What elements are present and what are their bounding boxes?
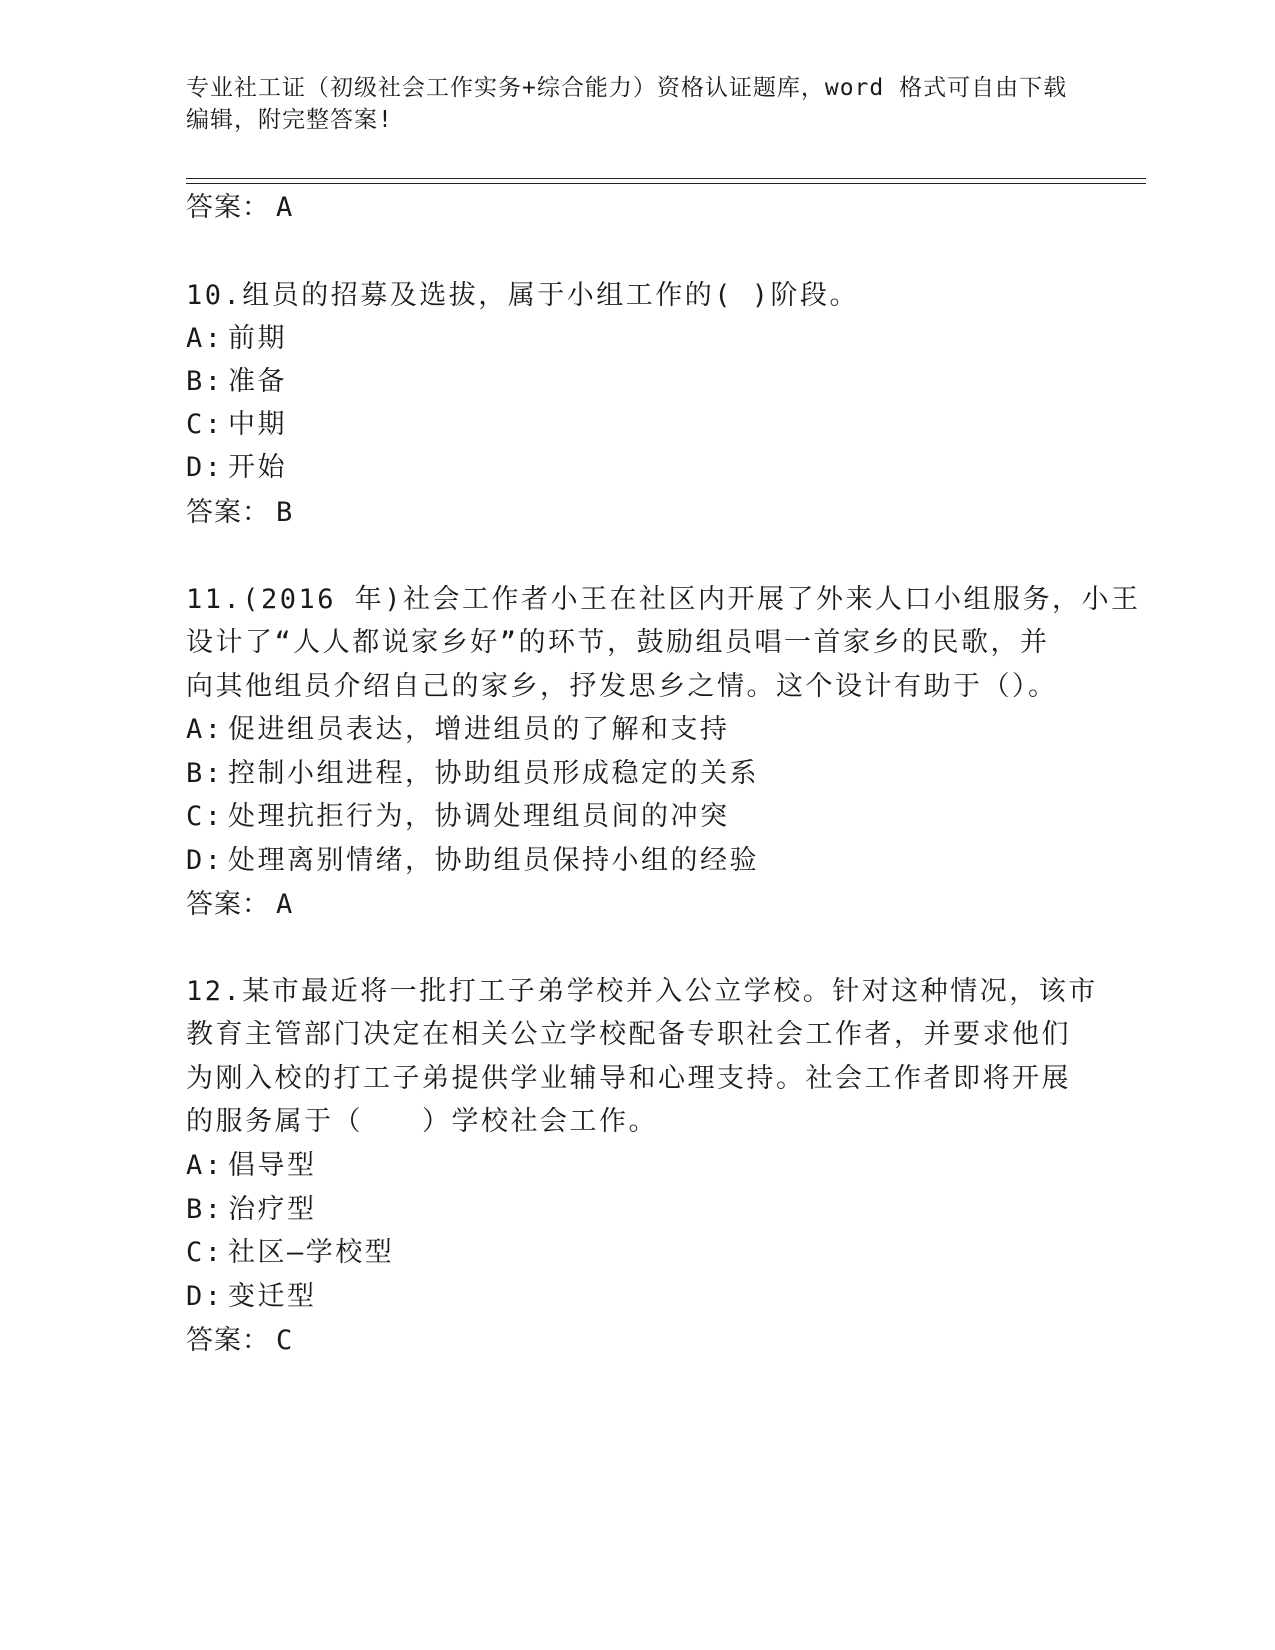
option-a [186,1143,317,1182]
option-text: 促进组员表达，增进组员的了解和支持 [228,714,730,745]
option-key: D: [186,452,224,483]
question-text: 12.某市最近将一批打工子弟学校并入公立学校。针对这种情况，该市 [186,976,1098,1007]
answer-line [186,185,293,224]
answer-label: 答案： [186,497,270,528]
option-key: C: [186,1237,224,1268]
option-text: 倡导型 [228,1150,317,1181]
option-key: C: [186,409,224,440]
question-text: 为刚入校的打工子弟提供学业辅导和心理支持。社会工作者即将开展 [186,1063,1071,1094]
answer-label: 答案： [186,1325,270,1356]
option-text: 准备 [228,366,287,397]
header-rule-bottom [186,183,1146,184]
option-text: 处理离别情绪，协助组员保持小组的经验 [228,845,759,876]
option-key: A: [186,1150,224,1181]
option-text: 社区—学校型 [228,1237,395,1268]
header-rule-top [186,178,1146,179]
answer-value: C [276,1325,294,1356]
option-key: D: [186,845,224,876]
option-key: A: [186,323,224,354]
option-text: 中期 [228,409,287,440]
answer-value: A [276,192,294,223]
option-text: 前期 [228,323,287,354]
option-b [186,359,287,398]
option-c [186,1230,394,1269]
option-text: 开始 [228,452,287,483]
answer-line [186,882,293,921]
answer-value: B [276,497,294,528]
option-text: 变迁型 [228,1281,317,1312]
option-d [186,838,759,877]
answer-label: 答案： [186,192,270,223]
option-text: 治疗型 [228,1194,317,1225]
option-b [186,1187,317,1226]
question-text: 设计了“人人都说家乡好”的环节，鼓励组员唱一首家乡的民歌，并 [186,627,1050,658]
question-text: 教育主管部门决定在相关公立学校配备专职社会工作者，并要求他们 [186,1019,1071,1050]
option-text: 控制小组进程，协助组员形成稳定的关系 [228,758,759,789]
option-d [186,1274,317,1313]
option-key: C: [186,801,224,832]
answer-label: 答案： [186,889,270,920]
header-line-1: 专业社工证（初级社会工作实务+综合能力）资格认证题库，word 格式可自由下载 [186,75,1068,101]
option-text: 处理抗拒行为，协调处理组员间的冲突 [228,801,730,832]
answer-line [186,1318,293,1357]
question-text: 11.(2016 年)社会工作者小王在社区内开展了外来人口小组服务，小王 [186,584,1141,615]
option-a [186,316,287,355]
page-header [186,72,1086,136]
question-text: 10.组员的招募及选拔，属于小组工作的( )阶段。 [186,280,860,311]
option-a [186,707,730,746]
header-line-2: 编辑，附完整答案! [186,107,393,133]
answer-line [186,490,293,529]
answer-value: A [276,889,294,920]
option-key: B: [186,1194,224,1225]
question-text: 向其他组员介绍自己的家乡，抒发思乡之情。这个设计有助于（）。 [186,671,1058,702]
option-key: B: [186,758,224,789]
question-text: 的服务属于（ ）学校社会工作。 [186,1106,658,1137]
option-key: D: [186,1281,224,1312]
option-b [186,751,759,790]
option-c [186,402,287,441]
option-key: A: [186,714,224,745]
option-d [186,445,287,484]
option-c [186,794,730,833]
option-key: B: [186,366,224,397]
